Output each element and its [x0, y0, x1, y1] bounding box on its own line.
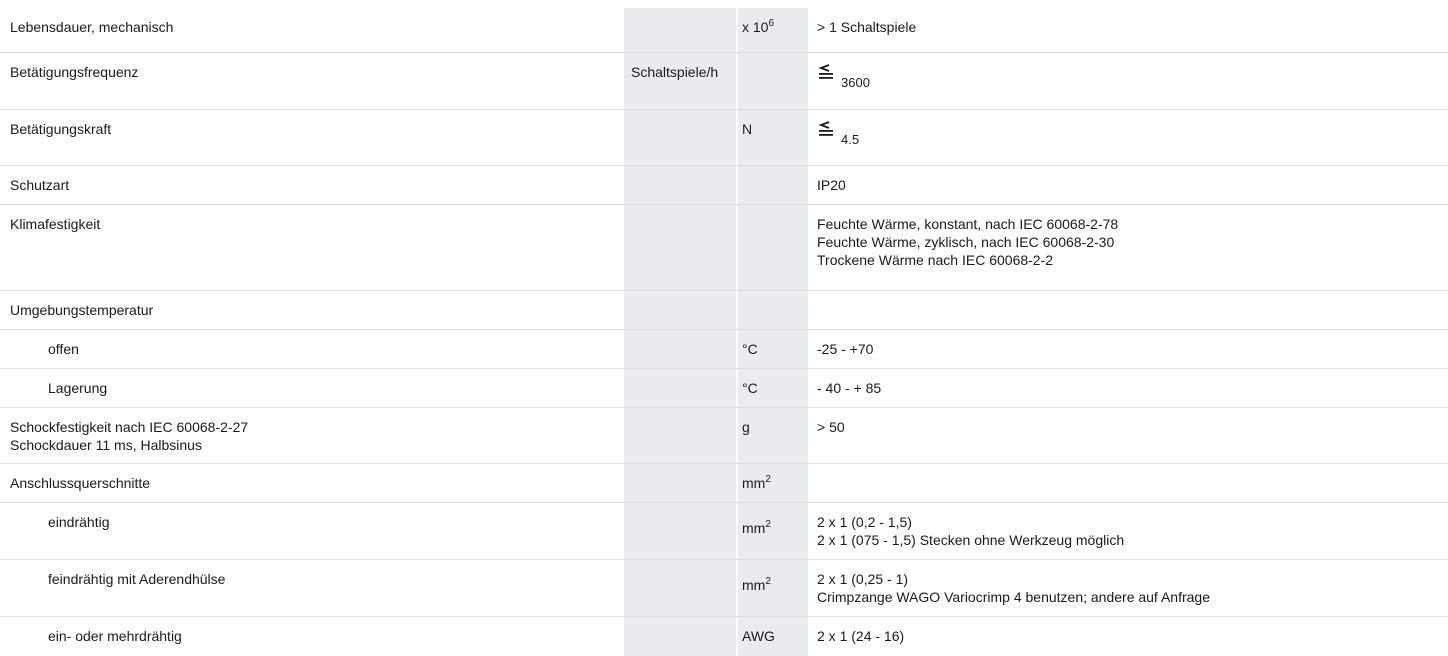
table-row: [0, 330, 1448, 369]
row-value: IP20: [817, 177, 846, 193]
value-number: 3600: [841, 75, 870, 90]
less-than-or-equal-icon: [817, 63, 835, 80]
row-value: - 40 - + 85: [817, 380, 882, 396]
row-unit: [742, 519, 771, 537]
row-value: [817, 120, 859, 149]
row-label: eindrähtig: [48, 514, 110, 530]
row-unit: N: [742, 121, 753, 137]
row-label: Lagerung: [48, 380, 108, 396]
table-row: [0, 560, 1448, 617]
row-label: Betätigungskraft: [10, 121, 112, 137]
unit-base: mm: [742, 520, 766, 536]
value-number: 4.5: [841, 132, 860, 147]
value-line: Feuchte Wärme, konstant, nach IEC 60068-2-78: [817, 216, 1119, 232]
table-row: [0, 408, 1448, 464]
less-than-or-equal-icon: [817, 120, 835, 137]
unit-superscript: 2: [765, 576, 771, 587]
table-row: [0, 53, 1448, 110]
row-unit: [742, 474, 771, 492]
row-label: Anschlussquerschnitte: [10, 475, 151, 491]
row-label: [10, 418, 248, 454]
row-value: 2 x 1 (24 - 16): [817, 628, 905, 644]
row-value: [817, 570, 1210, 606]
row-label: feindrähtig mit Aderendhülse: [48, 571, 226, 587]
value-line: 2 x 1 (0,2 - 1,5): [817, 514, 912, 530]
row-unit: [742, 18, 774, 36]
table-row: [0, 464, 1448, 503]
row-unit: [742, 576, 771, 594]
value-line: 2 x 1 (075 - 1,5) Stecken ohne Werkzeug möglich: [817, 532, 1125, 548]
table-row: [0, 166, 1448, 205]
row-label: Betätigungsfrequenz: [10, 64, 139, 80]
table-row: [0, 503, 1448, 560]
row-unit: AWG: [742, 628, 775, 644]
row-value: > 50: [817, 419, 845, 435]
value-line: Trockene Wärme nach IEC 60068-2-2: [817, 252, 1054, 268]
value-line: Feuchte Wärme, zyklisch, nach IEC 60068-2-30: [817, 234, 1115, 250]
row-label: offen: [48, 341, 79, 357]
unit-superscript: 2: [765, 519, 771, 530]
unit-base: mm: [742, 577, 766, 593]
row-value: -25 - +70: [817, 341, 874, 357]
table-row: [0, 8, 1448, 53]
table-row: [0, 617, 1448, 653]
row-label: Lebensdauer, mechanisch: [10, 19, 174, 35]
value-line: Crimpzange WAGO Variocrimp 4 benutzen; andere auf Anfrage: [817, 589, 1210, 605]
label-line: Schockfestigkeit nach IEC 60068-2-27: [10, 419, 249, 435]
unit-superscript: 6: [768, 18, 775, 29]
row-value: [817, 513, 1124, 549]
row-label: Schutzart: [10, 177, 70, 193]
table-row: [0, 110, 1448, 166]
row-label: ein- oder mehrdrähtig: [48, 628, 182, 644]
unit-superscript: 2: [765, 474, 771, 485]
unit-base: x 10: [742, 19, 769, 35]
table-row: [0, 205, 1448, 291]
spec-table: [0, 8, 1448, 653]
row-label: Umgebungstemperatur: [10, 302, 154, 318]
row-value: [817, 215, 1118, 269]
row-unit: °C: [742, 341, 758, 357]
row-value: [817, 63, 870, 92]
table-row: [0, 291, 1448, 330]
unit-base: mm: [742, 475, 766, 491]
value-line: 2 x 1 (0,25 - 1): [817, 571, 909, 587]
row-unit: g: [742, 419, 750, 435]
label-line: Schockdauer 11 ms, Halbsinus: [10, 437, 202, 453]
row-value: > 1 Schaltspiele: [817, 19, 917, 35]
row-label: Klimafestigkeit: [10, 216, 101, 232]
row-unit: °C: [742, 380, 758, 396]
table-row: [0, 369, 1448, 408]
row-unit: Schaltspiele/h: [631, 64, 719, 80]
